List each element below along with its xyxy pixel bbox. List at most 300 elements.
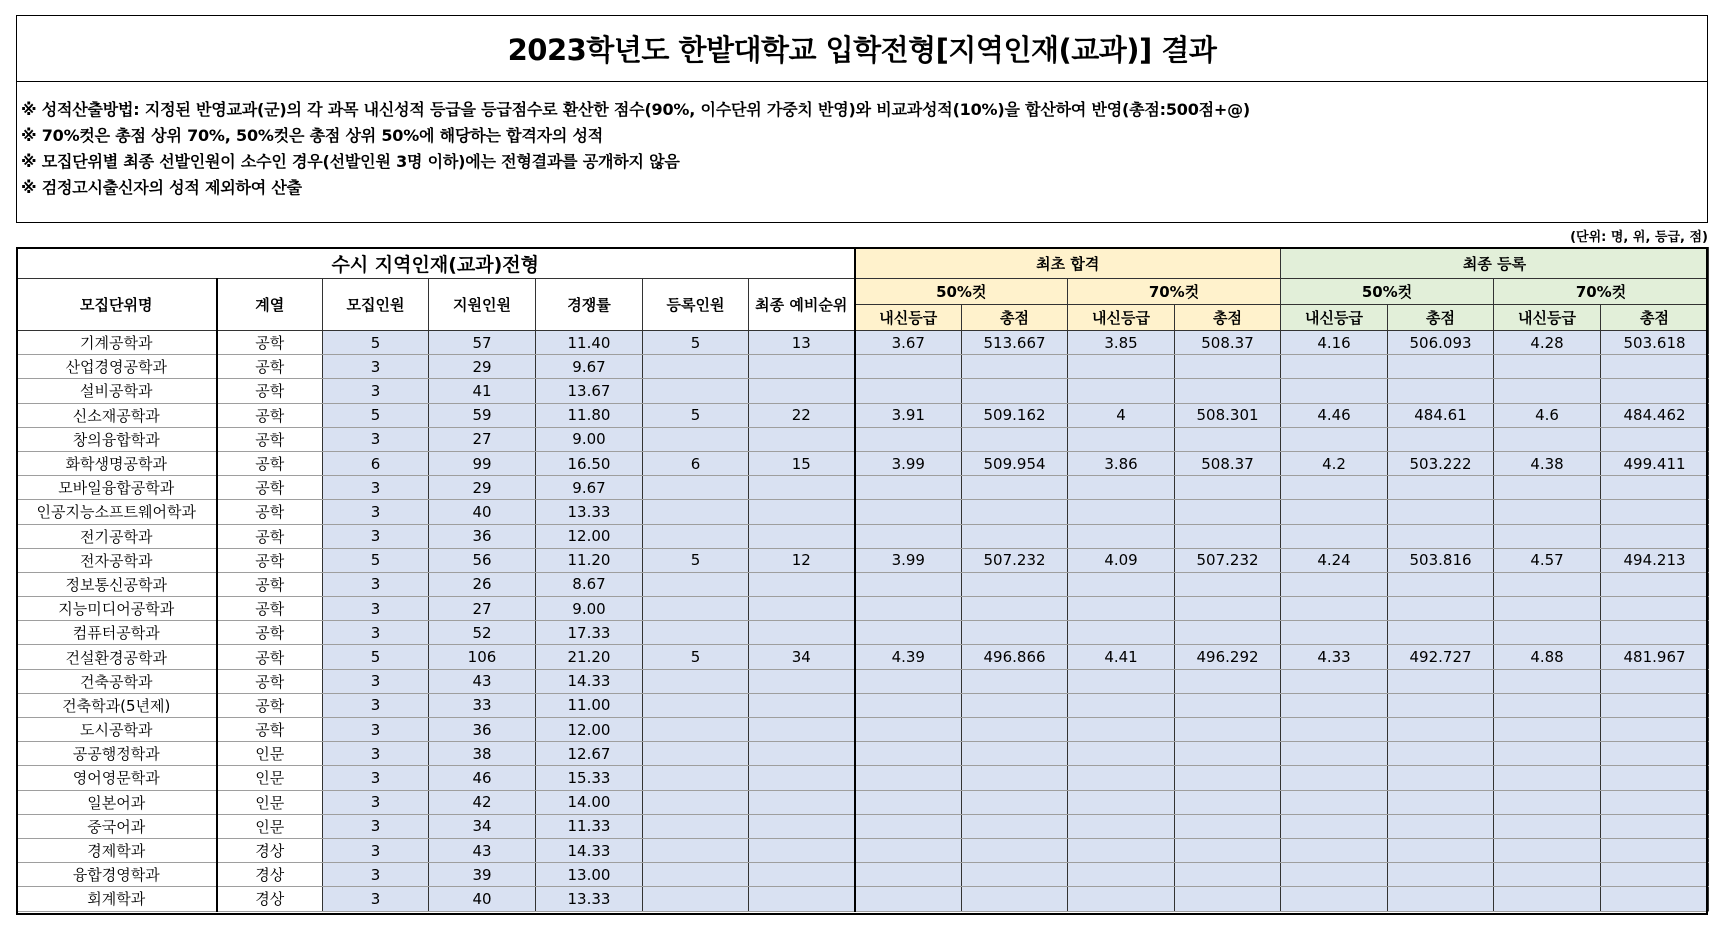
table-row: [17, 693, 1709, 717]
table-cell: 3: [323, 621, 429, 645]
table-cell: [643, 524, 749, 548]
table-cell: 공학: [217, 451, 323, 475]
table-row: [17, 476, 1709, 500]
table-cell: [962, 524, 1068, 548]
table-cell: [962, 669, 1068, 693]
table-cell: [855, 379, 962, 403]
table-cell: [1068, 621, 1175, 645]
table-cell: 14.33: [536, 838, 643, 862]
table-cell: 융합경영학과: [17, 863, 217, 887]
table-cell: 공학: [217, 500, 323, 524]
table-row: [17, 790, 1709, 814]
table-cell: 경상: [217, 863, 323, 887]
table-row: [17, 645, 1709, 669]
table-cell: [855, 887, 962, 911]
table-cell: [855, 572, 962, 596]
table-cell: 5: [323, 645, 429, 669]
table-cell: 전기공학과: [17, 524, 217, 548]
table-cell: 12.00: [536, 718, 643, 742]
table-cell: [962, 766, 1068, 790]
table-cell: [1494, 427, 1601, 451]
table-cell: [1068, 838, 1175, 862]
table-cell: 4.09: [1068, 548, 1175, 572]
table-cell: [962, 814, 1068, 838]
table-cell: [1068, 814, 1175, 838]
table-cell: 27: [429, 597, 536, 621]
table-cell: [749, 693, 855, 717]
table-cell: [1068, 597, 1175, 621]
table-cell: [1388, 524, 1494, 548]
table-cell: [962, 887, 1068, 911]
table-cell: 인문: [217, 814, 323, 838]
table-cell: [749, 863, 855, 887]
final-cut70-grade: 내신등급: [1494, 305, 1601, 331]
table-cell: [749, 379, 855, 403]
table-cell: 공학: [217, 403, 323, 427]
table-cell: [1601, 718, 1709, 742]
table-cell: 경상: [217, 838, 323, 862]
table-cell: [1601, 838, 1709, 862]
table-cell: [1068, 572, 1175, 596]
table-cell: [1388, 669, 1494, 693]
table-row: [17, 524, 1709, 548]
table-cell: [1494, 693, 1601, 717]
table-cell: [962, 379, 1068, 403]
table-cell: [1281, 500, 1388, 524]
table-cell: 정보통신공학과: [17, 572, 217, 596]
table-cell: [643, 790, 749, 814]
table-cell: [643, 742, 749, 766]
table-cell: [855, 500, 962, 524]
table-cell: [749, 814, 855, 838]
final-cut50: 50%컷: [1281, 279, 1494, 305]
table-cell: 인문: [217, 766, 323, 790]
table-cell: [855, 814, 962, 838]
table-cell: 6: [323, 451, 429, 475]
table-cell: 회계학과: [17, 887, 217, 911]
table-cell: 16.50: [536, 451, 643, 475]
table-cell: [749, 500, 855, 524]
table-cell: 기계공학과: [17, 331, 217, 355]
table-cell: 503.222: [1388, 451, 1494, 475]
table-cell: 3: [323, 524, 429, 548]
table-cell: 공학: [217, 621, 323, 645]
table-cell: [749, 524, 855, 548]
first-cut50-grade: 내신등급: [855, 305, 962, 331]
table-cell: [1388, 597, 1494, 621]
table-cell: [855, 621, 962, 645]
table-cell: 6: [643, 451, 749, 475]
table-cell: 494.213: [1601, 548, 1709, 572]
final-cut70-total: 총점: [1601, 305, 1709, 331]
final-cut50-grade: 내신등급: [1281, 305, 1388, 331]
col-competition: 경쟁률: [536, 279, 643, 331]
table-cell: [1494, 572, 1601, 596]
table-cell: 신소재공학과: [17, 403, 217, 427]
table-cell: [1388, 838, 1494, 862]
table-cell: 공학: [217, 572, 323, 596]
table-cell: 일본어과: [17, 790, 217, 814]
table-cell: [643, 355, 749, 379]
table-cell: [1175, 669, 1281, 693]
table-cell: 경제학과: [17, 838, 217, 862]
table-cell: 전자공학과: [17, 548, 217, 572]
table-cell: 43: [429, 838, 536, 862]
first-cut50: 50%컷: [855, 279, 1068, 305]
table-cell: 3: [323, 814, 429, 838]
table-cell: [643, 476, 749, 500]
final-cut50-total: 총점: [1388, 305, 1494, 331]
table-cell: 59: [429, 403, 536, 427]
table-cell: [1494, 814, 1601, 838]
table-cell: [1388, 621, 1494, 645]
table-cell: 5: [643, 548, 749, 572]
table-cell: [855, 669, 962, 693]
table-cell: [1068, 766, 1175, 790]
table-cell: 5: [323, 331, 429, 355]
table-cell: [1175, 863, 1281, 887]
table-cell: [643, 597, 749, 621]
table-cell: [643, 500, 749, 524]
table-row: [17, 403, 1709, 427]
table-cell: [1494, 669, 1601, 693]
table-cell: [1601, 572, 1709, 596]
table-cell: [1388, 887, 1494, 911]
table-row: [17, 742, 1709, 766]
table-cell: [962, 621, 1068, 645]
table-cell: [749, 790, 855, 814]
table-cell: [962, 863, 1068, 887]
table-cell: 3: [323, 500, 429, 524]
table-cell: 17.33: [536, 621, 643, 645]
table-cell: 41: [429, 379, 536, 403]
table-cell: 4.16: [1281, 331, 1388, 355]
table-cell: 499.411: [1601, 451, 1709, 475]
table-cell: 영어영문학과: [17, 766, 217, 790]
table-cell: [1281, 863, 1388, 887]
table-cell: [1494, 718, 1601, 742]
table-cell: 503.816: [1388, 548, 1494, 572]
table-cell: 건축학과(5년제): [17, 693, 217, 717]
table-cell: [749, 572, 855, 596]
table-cell: [962, 476, 1068, 500]
table-cell: 13.33: [536, 500, 643, 524]
table-cell: [962, 355, 1068, 379]
table-row: [17, 597, 1709, 621]
table-cell: 39: [429, 863, 536, 887]
table-cell: [855, 427, 962, 451]
table-cell: [1494, 887, 1601, 911]
table-cell: [1388, 863, 1494, 887]
table-cell: [1601, 355, 1709, 379]
table-cell: 484.61: [1388, 403, 1494, 427]
table-cell: 공학: [217, 693, 323, 717]
table-cell: [749, 887, 855, 911]
table-cell: 13.67: [536, 379, 643, 403]
table-cell: [1494, 790, 1601, 814]
table-row: [17, 814, 1709, 838]
table-cell: [1068, 355, 1175, 379]
table-cell: 3.99: [855, 451, 962, 475]
table-cell: 4.57: [1494, 548, 1601, 572]
table-cell: 36: [429, 718, 536, 742]
table-cell: [1494, 597, 1601, 621]
table-cell: [1494, 524, 1601, 548]
table-cell: [855, 693, 962, 717]
table-cell: [855, 742, 962, 766]
table-row: [17, 331, 1709, 355]
table-cell: [962, 693, 1068, 717]
table-cell: [1388, 814, 1494, 838]
table-cell: 3: [323, 597, 429, 621]
table-cell: 공학: [217, 427, 323, 451]
table-cell: [1175, 766, 1281, 790]
table-cell: [749, 597, 855, 621]
table-cell: [1388, 742, 1494, 766]
table-cell: [1068, 379, 1175, 403]
table-cell: [962, 742, 1068, 766]
table-cell: [1281, 427, 1388, 451]
table-cell: 3: [323, 355, 429, 379]
notes-box: [16, 81, 1708, 223]
table-cell: [1601, 669, 1709, 693]
table-cell: [1175, 693, 1281, 717]
table-cell: [1601, 597, 1709, 621]
table-cell: [1175, 718, 1281, 742]
table-cell: [962, 427, 1068, 451]
table-cell: [1175, 621, 1281, 645]
table-cell: 15: [749, 451, 855, 475]
table-cell: [1068, 790, 1175, 814]
table-cell: 11.80: [536, 403, 643, 427]
table-cell: [1388, 790, 1494, 814]
table-cell: 13.33: [536, 887, 643, 911]
table-cell: [1601, 766, 1709, 790]
note-1: ※ 성적산출방법: 지정된 반영교과(군)의 각 과목 내신성적 등급을 등급점수로 환산한 점수(90%, 이수단위 가중치 반영)와 비교과성적(10%)을 합산하여 반영(총점:500점+@): [21, 100, 1251, 119]
table-cell: 공학: [217, 718, 323, 742]
table-cell: [1175, 597, 1281, 621]
table-cell: [1175, 524, 1281, 548]
table-cell: 29: [429, 476, 536, 500]
table-cell: [1601, 621, 1709, 645]
table-cell: 508.37: [1175, 451, 1281, 475]
note-2: ※ 70%컷은 총점 상위 70%, 50%컷은 총점 상위 50%에 해당하는 합격자의 성적: [21, 126, 603, 145]
table-cell: [962, 572, 1068, 596]
table-cell: 인문: [217, 790, 323, 814]
table-cell: [1281, 814, 1388, 838]
table-cell: [1601, 887, 1709, 911]
table-cell: 모바일융합공학과: [17, 476, 217, 500]
table-cell: 경상: [217, 887, 323, 911]
table-row: [17, 669, 1709, 693]
table-cell: 공학: [217, 597, 323, 621]
table-cell: [1068, 500, 1175, 524]
table-cell: 산업경영공학과: [17, 355, 217, 379]
table-cell: 26: [429, 572, 536, 596]
col-unit-name: 모집단위명: [17, 279, 217, 331]
table-cell: [1175, 379, 1281, 403]
table-cell: [1175, 838, 1281, 862]
table-cell: 106: [429, 645, 536, 669]
group-first-pass: 최초 합격: [855, 248, 1281, 279]
table-row: [17, 548, 1709, 572]
table-cell: 27: [429, 427, 536, 451]
table-cell: [1281, 379, 1388, 403]
table-cell: [1281, 597, 1388, 621]
table-cell: [1601, 379, 1709, 403]
table-cell: 9.00: [536, 597, 643, 621]
table-cell: 4.33: [1281, 645, 1388, 669]
table-cell: [1068, 427, 1175, 451]
table-cell: [643, 572, 749, 596]
group-final-registration: 최종 등록: [1281, 248, 1709, 279]
table-cell: 14.00: [536, 790, 643, 814]
table-cell: 57: [429, 331, 536, 355]
table-cell: 9.00: [536, 427, 643, 451]
table-cell: 4: [1068, 403, 1175, 427]
table-cell: 34: [429, 814, 536, 838]
table-cell: [1281, 669, 1388, 693]
unit-note: (단위: 명, 위, 등급, 점): [1570, 230, 1708, 245]
table-cell: 52: [429, 621, 536, 645]
table-cell: [1494, 766, 1601, 790]
table-cell: [855, 718, 962, 742]
table-cell: 13: [749, 331, 855, 355]
table-cell: [643, 863, 749, 887]
table-cell: 12.00: [536, 524, 643, 548]
table-cell: [855, 838, 962, 862]
table-row: [17, 838, 1709, 862]
table-cell: 36: [429, 524, 536, 548]
table-cell: [1175, 814, 1281, 838]
table-cell: 509.162: [962, 403, 1068, 427]
table-cell: 22: [749, 403, 855, 427]
table-cell: 인공지능소프트웨어학과: [17, 500, 217, 524]
page-title: 2023학년도 한밭대학교 입학전형[지역인재(교과)] 결과: [507, 33, 1217, 67]
table-cell: 484.462: [1601, 403, 1709, 427]
table-cell: [855, 476, 962, 500]
col-applicants: 지원인원: [429, 279, 536, 331]
table-cell: 3: [323, 742, 429, 766]
table-cell: 3: [323, 693, 429, 717]
table-cell: 13.00: [536, 863, 643, 887]
table-cell: 공학: [217, 548, 323, 572]
table-cell: [1494, 500, 1601, 524]
table-cell: [1601, 790, 1709, 814]
table-cell: [749, 742, 855, 766]
table-cell: 공학: [217, 355, 323, 379]
table-cell: [643, 718, 749, 742]
table-cell: [1175, 500, 1281, 524]
table-row: [17, 718, 1709, 742]
table-cell: [1601, 693, 1709, 717]
table-row: [17, 355, 1709, 379]
table-cell: 3: [323, 427, 429, 451]
table-cell: [1281, 742, 1388, 766]
table-cell: 492.727: [1388, 645, 1494, 669]
table-cell: [962, 790, 1068, 814]
table-row: [17, 451, 1709, 475]
table-cell: 43: [429, 669, 536, 693]
table-cell: 공공행정학과: [17, 742, 217, 766]
table-cell: 4.24: [1281, 548, 1388, 572]
table-cell: 3: [323, 766, 429, 790]
table-cell: [1601, 742, 1709, 766]
table-cell: 공학: [217, 331, 323, 355]
table-cell: 34: [749, 645, 855, 669]
table-cell: [1388, 572, 1494, 596]
table-cell: 56: [429, 548, 536, 572]
table-cell: [1175, 572, 1281, 596]
col-quota: 모집인원: [323, 279, 429, 331]
table-row: [17, 379, 1709, 403]
table-cell: [1068, 693, 1175, 717]
results-table: [16, 247, 1709, 912]
table-cell: 4.88: [1494, 645, 1601, 669]
table-cell: 12.67: [536, 742, 643, 766]
table-cell: [643, 838, 749, 862]
table-cell: [1494, 621, 1601, 645]
table-cell: [1068, 718, 1175, 742]
table-cell: 507.232: [962, 548, 1068, 572]
table-cell: [643, 621, 749, 645]
table-cell: [643, 427, 749, 451]
table-cell: 3: [323, 863, 429, 887]
table-cell: [1601, 476, 1709, 500]
table-cell: [1281, 838, 1388, 862]
table-cell: 509.954: [962, 451, 1068, 475]
table-cell: 3: [323, 718, 429, 742]
table-cell: [749, 355, 855, 379]
table-cell: 컴퓨터공학과: [17, 621, 217, 645]
table-cell: 3.85: [1068, 331, 1175, 355]
table-cell: [1175, 742, 1281, 766]
table-cell: 11.20: [536, 548, 643, 572]
first-cut70-total: 총점: [1175, 305, 1281, 331]
table-cell: 3: [323, 669, 429, 693]
table-cell: [1281, 572, 1388, 596]
note-4: ※ 검정고시출신자의 성적 제외하여 산출: [21, 178, 302, 197]
table-cell: 38: [429, 742, 536, 766]
table-cell: [749, 766, 855, 790]
table-cell: [1175, 427, 1281, 451]
table-cell: 9.67: [536, 476, 643, 500]
table-cell: [1068, 863, 1175, 887]
final-cut70: 70%컷: [1494, 279, 1709, 305]
table-cell: 506.093: [1388, 331, 1494, 355]
col-field: 계열: [217, 279, 323, 331]
table-cell: 중국어과: [17, 814, 217, 838]
table-cell: [1281, 790, 1388, 814]
table-cell: [962, 500, 1068, 524]
table-cell: 3.86: [1068, 451, 1175, 475]
table-cell: [749, 427, 855, 451]
table-cell: 503.618: [1601, 331, 1709, 355]
table-cell: [855, 790, 962, 814]
table-cell: 9.67: [536, 355, 643, 379]
table-cell: 창의융합학과: [17, 427, 217, 451]
table-cell: [855, 355, 962, 379]
table-cell: [1281, 887, 1388, 911]
title-box: [16, 15, 1708, 82]
table-cell: 496.866: [962, 645, 1068, 669]
table-cell: [1068, 669, 1175, 693]
table-cell: 3.67: [855, 331, 962, 355]
table-cell: [643, 766, 749, 790]
table-cell: 8.67: [536, 572, 643, 596]
table-cell: [1068, 887, 1175, 911]
table-cell: 공학: [217, 476, 323, 500]
